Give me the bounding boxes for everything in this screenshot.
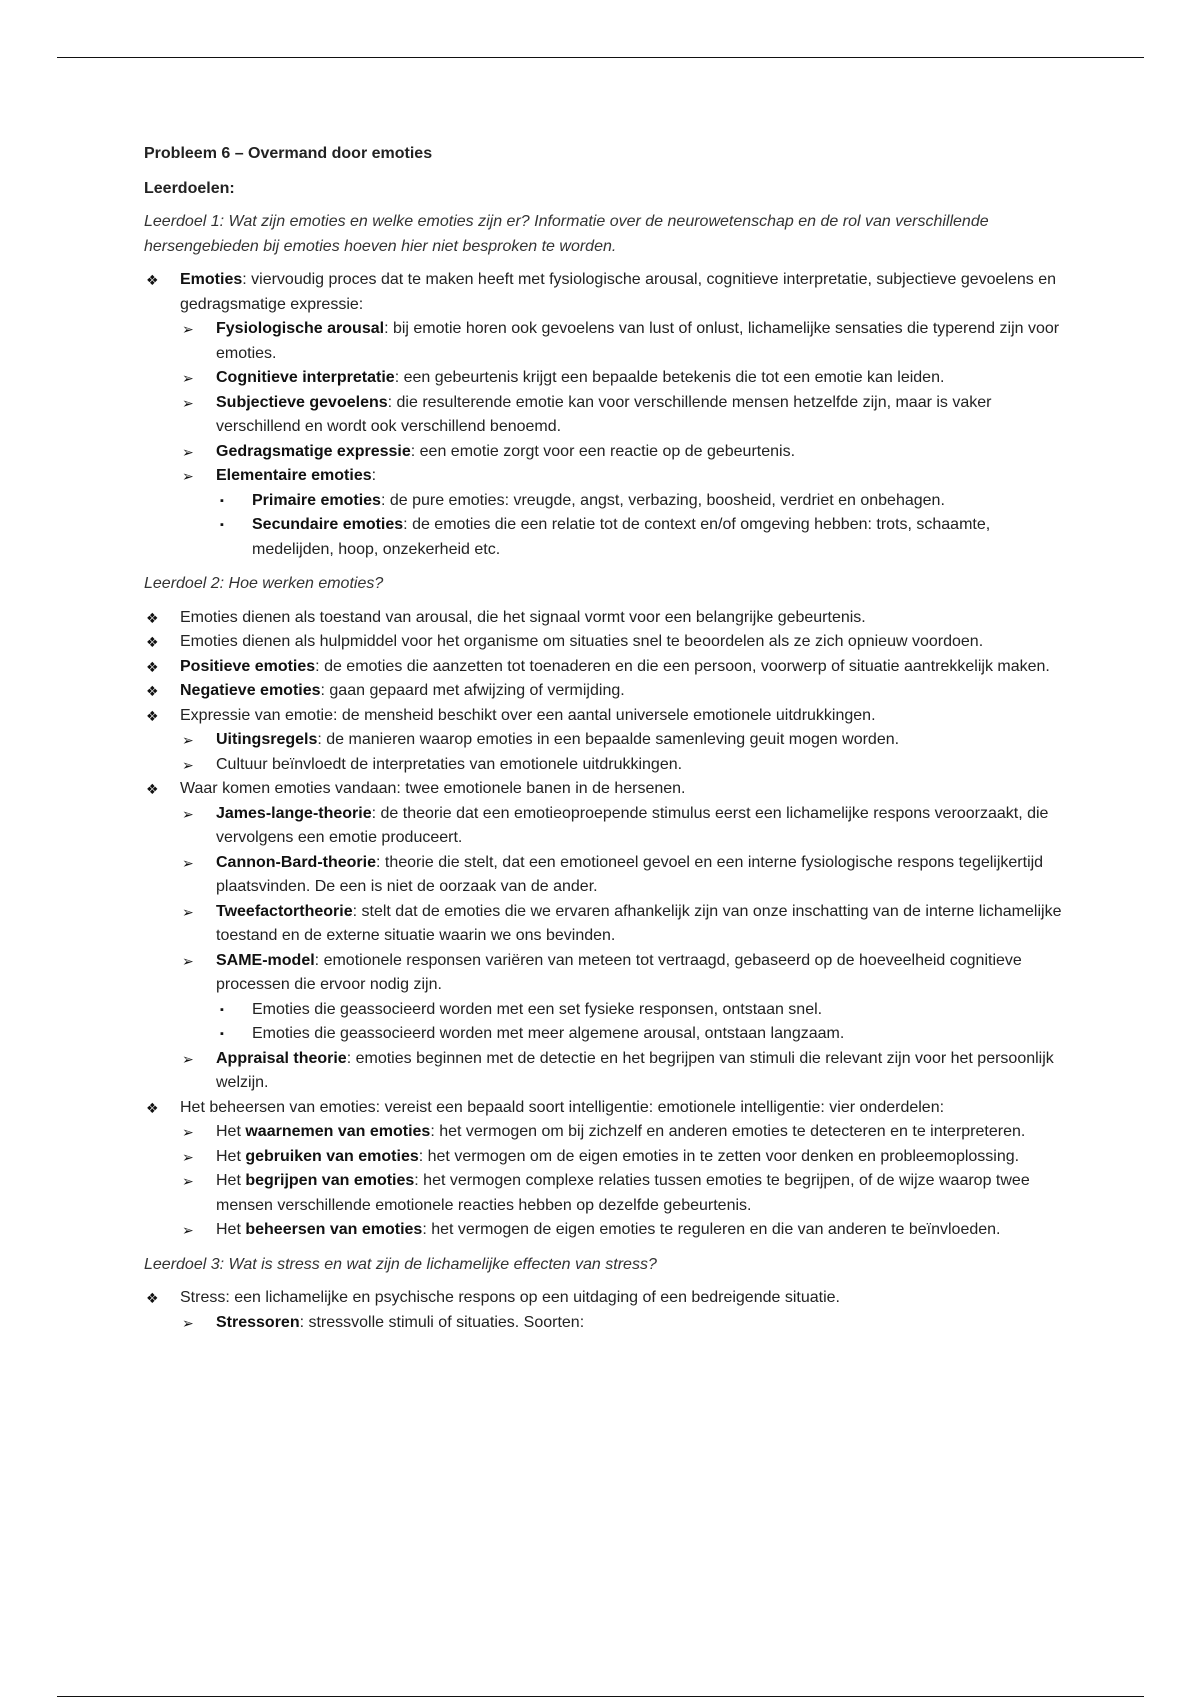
list-item: ❖ Negatieve emoties: gaan gepaard met afwijzing of vermijding. (144, 679, 1064, 704)
list-item: ➢ Appraisal theorie: emoties beginnen met de detectie en het begrijpen van stimuli die relevant zijn voor het persoonlijk welzijn. (144, 1047, 1064, 1096)
list-item: ➢ Uitingsregels: de manieren waarop emoties in een bepaalde samenleving geuit mogen worden. (144, 728, 1064, 753)
diamond-bullet-icon: ❖ (146, 707, 159, 724)
diamond-bullet-icon: ❖ (146, 634, 159, 650)
learning-goal-1-heading: Leerdoel 1: Wat zijn emoties en welke emoties zijn er? Informatie over de neurowetenschap en de rol van verschillende hersengebieden bij emoties hoeven hier niet besproken te worden. (144, 213, 989, 255)
list-item: ❖ Stress: een lichamelijke en psychische respons op een uitdaging of een bedreigende situatie. (144, 1286, 1064, 1311)
list-item: ❖ Waar komen emoties vandaan: twee emotionele banen in de hersenen. (144, 777, 1064, 802)
diamond-bullet-icon: ❖ (146, 658, 159, 675)
diamond-bullet-icon: ❖ (146, 609, 159, 626)
list-item: ❖ Emoties dienen als toestand van arousal, die het signaal vormt voor een belangrijke gebeurtenis. (144, 606, 1064, 631)
list-item: ❖ Het beheersen van emoties: vereist een bepaald soort intelligentie: emotionele intelligentie: vier onderdelen: (144, 1096, 1064, 1121)
list-item: ▪ Emoties die geassocieerd worden met een set fysieke responsen, ontstaan snel. (144, 998, 1064, 1023)
list-item: ➢ Het begrijpen van emoties: het vermogen complexe relaties tussen emoties te begrijpen, of de wijze waarop twee mensen verschillende emotionele reacties hebben op dezelfde gebeurtenis. (144, 1169, 1064, 1218)
list-item: ➢ SAME-model: emotionele responsen variëren van meteen tot vertraagd, gebaseerd op de hoeveelheid cognitieve processen die ervoor nodig zijn. (144, 949, 1064, 998)
arrow-bullet-icon: ➢ (182, 805, 194, 822)
diamond-bullet-icon: ❖ (146, 1290, 159, 1306)
list-item: ▪ Secundaire emoties: de emoties die een relatie tot de context en/of omgeving hebben: trots, schaamte, medelijden, hoop, onzekerheid etc. (144, 513, 1064, 562)
learning-goal-1-list (144, 268, 1064, 562)
square-bullet-icon: ▪ (220, 1028, 224, 1040)
diamond-bullet-icon: ❖ (146, 781, 159, 797)
arrow-bullet-icon: ➢ (182, 394, 194, 411)
list-item: ❖ Positieve emoties: de emoties die aanzetten tot toenaderen en die een persoon, voorwerp of situatie aantrekkelijk maken. (144, 655, 1064, 680)
list-item: ➢ Het gebruiken van emoties: het vermogen om de eigen emoties in te zetten voor denken en probleemoplossing. (144, 1145, 1064, 1170)
arrow-bullet-icon: ➢ (182, 1222, 194, 1238)
list-item: ❖ Emoties dienen als hulpmiddel voor het organisme om situaties snel te beoordelen als ze zich opnieuw voordoen. (144, 630, 1064, 655)
arrow-bullet-icon: ➢ (182, 468, 194, 484)
learning-goal-2-heading: Leerdoel 2: Hoe werken emoties? (144, 575, 384, 592)
arrow-bullet-icon: ➢ (182, 370, 194, 386)
header-rule (57, 57, 1144, 58)
arrow-bullet-icon: ➢ (182, 443, 194, 460)
list-item: ➢ Subjectieve gevoelens: die resulterende emotie kan voor verschillende mensen hetzelfde zijn, maar is vaker verschillend en wordt ook verschillend benoemd. (144, 391, 1064, 440)
learning-goals-heading: Leerdoelen: (144, 179, 235, 197)
list-item: ▪ Emoties die geassocieerd worden met meer algemene arousal, ontstaan langzaam. (144, 1022, 1064, 1047)
list-item: ➢ Fysiologische arousal: bij emotie horen ook gevoelens van lust of onlust, lichamelijke sensaties die typerend zijn voor emoties. (144, 317, 1064, 366)
arrow-bullet-icon: ➢ (182, 1124, 194, 1140)
list-item: ❖ Emoties: viervoudig proces dat te maken heeft met fysiologische arousal, cognitieve interpretatie, subjectieve gevoelens en gedragsmatige expressie: (144, 268, 1064, 317)
list-item: ➢ Het waarnemen van emoties: het vermogen om bij zichzelf en anderen emoties te detecteren en te interpreteren. (144, 1120, 1064, 1145)
document-title: Probleem 6 – Overmand door emoties (144, 145, 433, 162)
list-item: ➢ James-lange-theorie: de theorie dat een emotieoproepende stimulus eerst een lichamelijke respons veroorzaakt, die vervolgens een emotie produceert. (144, 802, 1064, 851)
list-item: ➢ Elementaire emoties: (144, 464, 1064, 489)
arrow-bullet-icon: ➢ (182, 732, 194, 748)
arrow-bullet-icon: ➢ (182, 854, 194, 871)
arrow-bullet-icon: ➢ (182, 952, 194, 969)
arrow-bullet-icon: ➢ (182, 756, 194, 773)
document-body (144, 142, 1064, 1345)
learning-goal-3-list (144, 1286, 1064, 1335)
arrow-bullet-icon: ➢ (182, 1314, 194, 1331)
square-bullet-icon: ▪ (220, 494, 224, 507)
list-item: ➢ Tweefactortheorie: stelt dat de emoties die we ervaren afhankelijk zijn van onze inschatting van de interne lichamelijke toestand en de externe situatie waarin we ons bevinden. (144, 900, 1064, 949)
list-item: ➢ Cannon-Bard-theorie: theorie die stelt, dat een emotioneel gevoel en een interne fysiologische respons tegelijkertijd plaatsvinden. De een is niet de oorzaak van de ander. (144, 851, 1064, 900)
arrow-bullet-icon: ➢ (182, 903, 194, 920)
list-item: ➢ Stressoren: stressvolle stimuli of situaties. Soorten: (144, 1311, 1064, 1336)
arrow-bullet-icon: ➢ (182, 1050, 194, 1067)
arrow-bullet-icon: ➢ (182, 321, 194, 337)
arrow-bullet-icon: ➢ (182, 1148, 194, 1165)
list-item: ▪ Primaire emoties: de pure emoties: vreugde, angst, verbazing, boosheid, verdriet en onbehagen. (144, 489, 1064, 514)
square-bullet-icon: ▪ (220, 519, 224, 531)
learning-goal-2-list (144, 606, 1064, 1243)
diamond-bullet-icon: ❖ (146, 683, 159, 699)
list-item: ➢ Cognitieve interpretatie: een gebeurtenis krijgt een bepaalde betekenis die tot een emotie kan leiden. (144, 366, 1064, 391)
list-item: ➢ Cultuur beïnvloedt de interpretaties van emotionele uitdrukkingen. (144, 753, 1064, 778)
diamond-bullet-icon: ❖ (146, 272, 159, 288)
list-item: ❖ Expressie van emotie: de mensheid beschikt over een aantal universele emotionele uitdrukkingen. (144, 704, 1064, 729)
list-item: ➢ Het beheersen van emoties: het vermogen de eigen emoties te reguleren en die van anderen te beïnvloeden. (144, 1218, 1064, 1243)
square-bullet-icon: ▪ (220, 1003, 224, 1016)
arrow-bullet-icon: ➢ (182, 1173, 194, 1189)
list-item: ➢ Gedragsmatige expressie: een emotie zorgt voor een reactie op de gebeurtenis. (144, 440, 1064, 465)
diamond-bullet-icon: ❖ (146, 1099, 159, 1116)
footer-rule (57, 1696, 1144, 1697)
learning-goal-3-heading: Leerdoel 3: Wat is stress en wat zijn de lichamelijke effecten van stress? (144, 1255, 657, 1273)
